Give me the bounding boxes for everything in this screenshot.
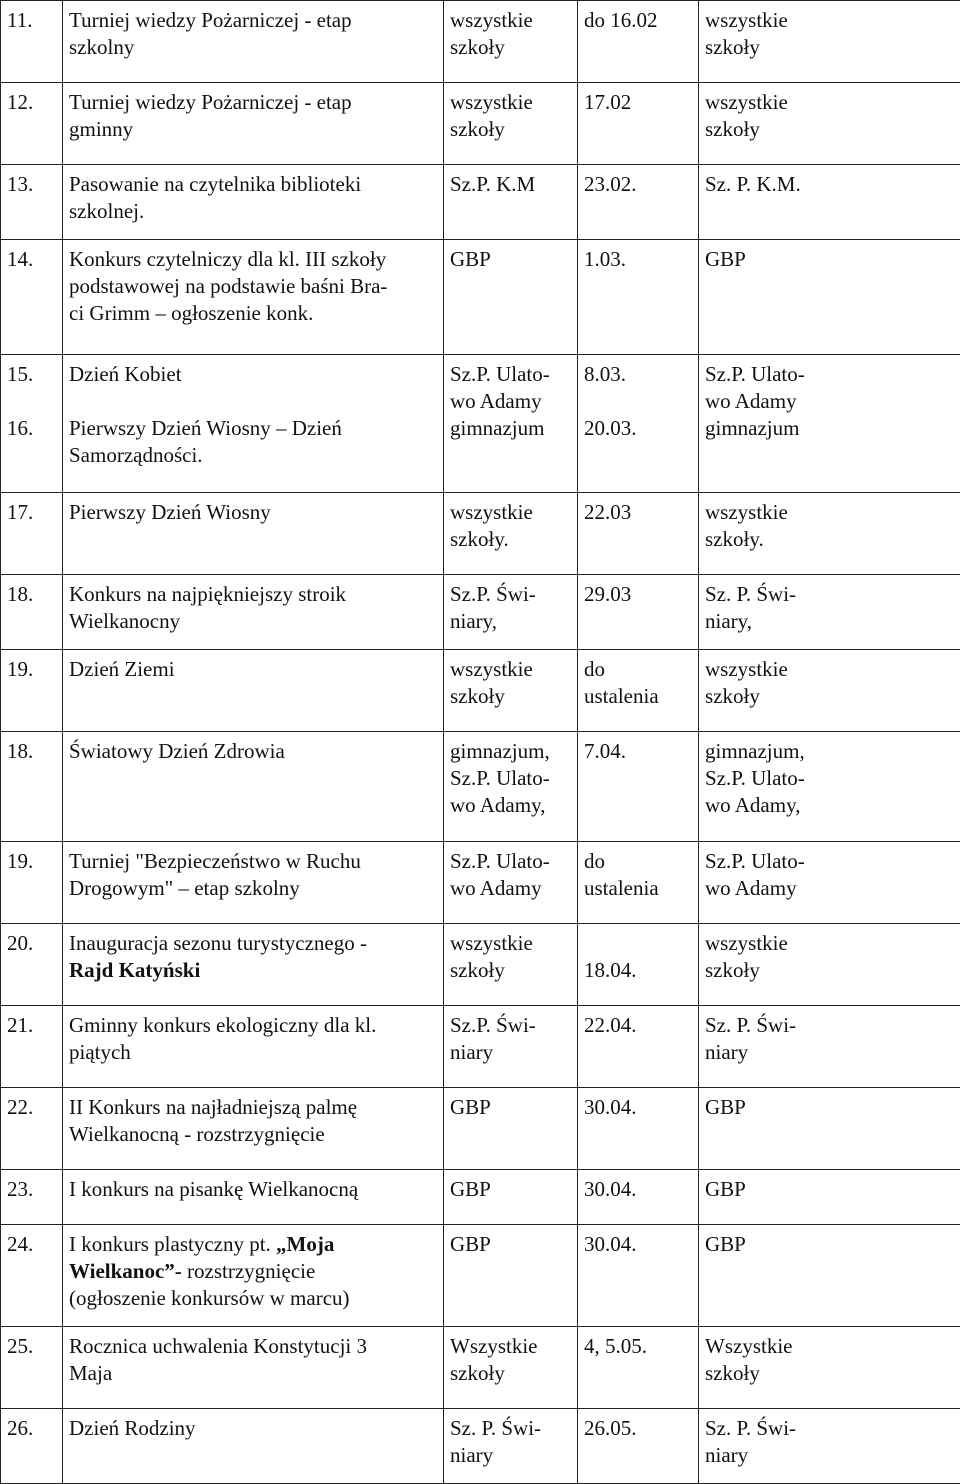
participants: Wszystkie szkoły [444, 1327, 578, 1409]
responsible: GBP [699, 240, 960, 355]
row-number: 19. [1, 650, 63, 732]
event-name: I konkurs na pisankę Wielkanocną [63, 1170, 444, 1225]
table-row [1, 575, 960, 650]
event-name-text: Inauguracja sezonu turystycznego - [69, 931, 367, 955]
row-number: 21. [1, 1006, 63, 1088]
row-number: 11. [1, 1, 63, 83]
event-name: Pierwszy Dzień Wiosny [63, 493, 444, 575]
responsible: wszystkie szkoły. [699, 493, 960, 575]
event-name: Gminny konkurs ekologiczny dla kl. piątych [63, 1006, 444, 1088]
table-row [1, 1409, 960, 1484]
date: 22.04. [578, 1006, 699, 1088]
date: 22.03 [578, 493, 699, 575]
row-number: 22. [1, 1088, 63, 1170]
responsible: GBP [699, 1225, 960, 1327]
responsible: wszystkie szkoły [699, 1, 960, 83]
responsible: Sz. P. Świ- niary [699, 1409, 960, 1484]
date: 4, 5.05. [578, 1327, 699, 1409]
table-row [1, 1327, 960, 1409]
date: 26.05. [578, 1409, 699, 1484]
responsible: wszystkie szkoły [699, 83, 960, 165]
participants: GBP [444, 240, 578, 355]
event-name-bold: Rajd Katyński [69, 958, 200, 982]
event-name-bold: „Moja Wielkanoc”- [69, 1232, 334, 1283]
event-name: Dzień Rodziny [63, 1409, 444, 1484]
date: 8.03. 20.03. [578, 355, 699, 493]
participants: Sz.P. K.M [444, 165, 578, 240]
date: 30.04. [578, 1170, 699, 1225]
participants: wszystkie szkoły [444, 924, 578, 1006]
row-number: 14. [1, 240, 63, 355]
participants: wszystkie szkoły [444, 650, 578, 732]
table-row [1, 240, 960, 355]
participants: GBP [444, 1170, 578, 1225]
table-row [1, 732, 960, 842]
participants: Sz.P. Ulato- wo Adamy gimnazjum [444, 355, 578, 493]
event-name: Konkurs na najpiękniejszy stroik Wielkanocny [63, 575, 444, 650]
event-name-tail: rozstrzygnięcie (ogłoszenie konkursów w marcu) [69, 1259, 350, 1310]
responsible: wszystkie szkoły [699, 924, 960, 1006]
participants: Sz.P. Świ- niary [444, 1006, 578, 1088]
row-number: 20. [1, 924, 63, 1006]
responsible: Sz. P. Świ- niary [699, 1006, 960, 1088]
row-number: 13. [1, 165, 63, 240]
date: do 16.02 [578, 1, 699, 83]
table-row [1, 165, 960, 240]
row-number: 26. [1, 1409, 63, 1484]
participants: wszystkie szkoły. [444, 493, 578, 575]
date: 30.04. [578, 1225, 699, 1327]
table-row [1, 1006, 960, 1088]
event-name [63, 924, 444, 1006]
participants: GBP [444, 1088, 578, 1170]
table-row [1, 650, 960, 732]
event-name-text: I konkurs plastyczny pt. [69, 1232, 276, 1256]
responsible: GBP [699, 1170, 960, 1225]
responsible: Sz. P. K.M. [699, 165, 960, 240]
table-row [1, 924, 960, 1006]
event-name: Turniej wiedzy Pożarniczej - etap gminny [63, 83, 444, 165]
table-row [1, 1088, 960, 1170]
row-number: 17. [1, 493, 63, 575]
date: do ustalenia [578, 650, 699, 732]
row-number: 24. [1, 1225, 63, 1327]
event-name: Światowy Dzień Zdrowia [63, 732, 444, 842]
participants: Sz. P. Świ- niary [444, 1409, 578, 1484]
row-number: 18. [1, 575, 63, 650]
event-name: Rocznica uchwalenia Konstytucji 3 Maja [63, 1327, 444, 1409]
date: 30.04. [578, 1088, 699, 1170]
row-number: 15. 16. [1, 355, 63, 493]
date: 1.03. [578, 240, 699, 355]
row-number: 23. [1, 1170, 63, 1225]
participants: wszystkie szkoły [444, 83, 578, 165]
table-row [1, 1225, 960, 1327]
table-row [1, 493, 960, 575]
row-number: 12. [1, 83, 63, 165]
participants: Sz.P. Świ- niary, [444, 575, 578, 650]
event-name: Pasowanie na czytelnika biblioteki szkolnej. [63, 165, 444, 240]
responsible: wszystkie szkoły [699, 650, 960, 732]
event-name: II Konkurs na najładniejszą palmę Wielkanocną - rozstrzygnięcie [63, 1088, 444, 1170]
date: 18.04. [578, 924, 699, 1006]
date: 23.02. [578, 165, 699, 240]
participants: wszystkie szkoły [444, 1, 578, 83]
responsible: gimnazjum, Sz.P. Ulato- wo Adamy, [699, 732, 960, 842]
date: 29.03 [578, 575, 699, 650]
participants: Sz.P. Ulato- wo Adamy [444, 842, 578, 924]
row-number: 19. [1, 842, 63, 924]
event-name: Dzień Ziemi [63, 650, 444, 732]
event-name: Turniej wiedzy Pożarniczej - etap szkolny [63, 1, 444, 83]
responsible: Sz. P. Świ- niary, [699, 575, 960, 650]
date: do ustalenia [578, 842, 699, 924]
row-number: 18. [1, 732, 63, 842]
participants: GBP [444, 1225, 578, 1327]
responsible: Sz.P. Ulato- wo Adamy [699, 842, 960, 924]
participants: gimnazjum, Sz.P. Ulato- wo Adamy, [444, 732, 578, 842]
event-name [63, 1225, 444, 1327]
event-name: Dzień Kobiet Pierwszy Dzień Wiosny – Dzień Samorządności. [63, 355, 444, 493]
event-name: Konkurs czytelniczy dla kl. III szkoły podstawowej na podstawie baśni Bra- ci Grimm – ogłoszenie konk. [63, 240, 444, 355]
table-row [1, 355, 960, 493]
responsible: Sz.P. Ulato- wo Adamy gimnazjum [699, 355, 960, 493]
responsible: Wszystkie szkoły [699, 1327, 960, 1409]
responsible: GBP [699, 1088, 960, 1170]
date: 17.02 [578, 83, 699, 165]
table-row [1, 1170, 960, 1225]
date: 7.04. [578, 732, 699, 842]
table-row [1, 842, 960, 924]
row-number: 25. [1, 1327, 63, 1409]
table-row [1, 83, 960, 165]
table-row [1, 1, 960, 83]
event-name: Turniej "Bezpieczeństwo w Ruchu Drogowym" – etap szkolny [63, 842, 444, 924]
